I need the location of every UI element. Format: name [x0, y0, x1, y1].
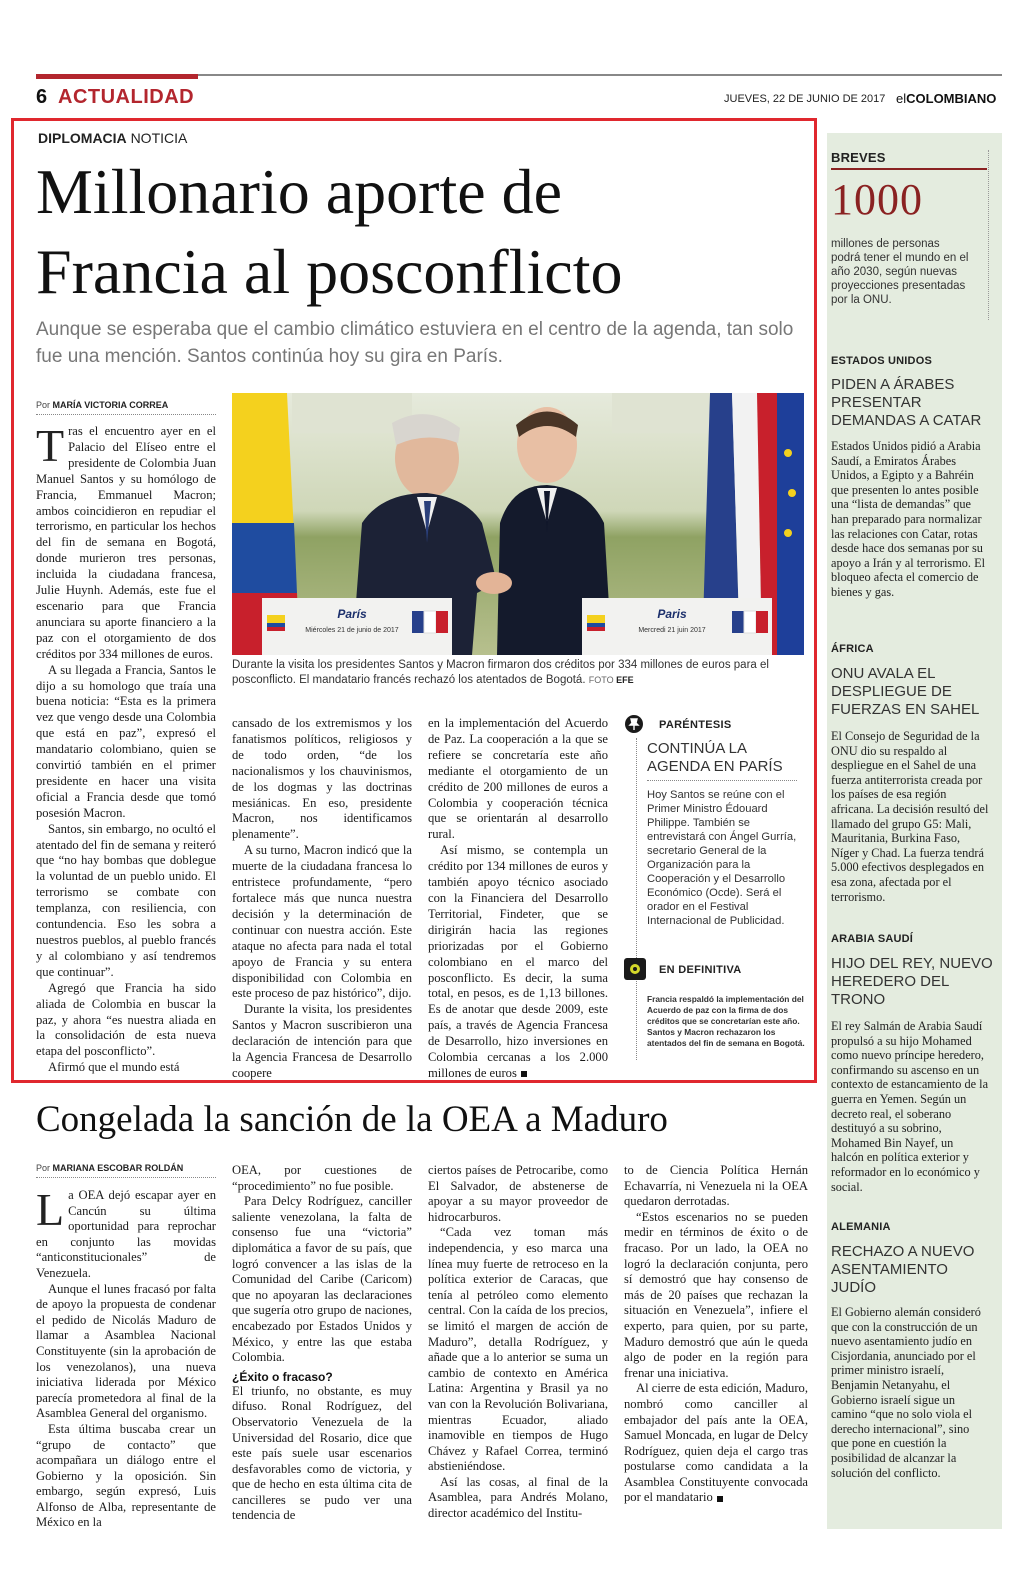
brief-body: Estados Unidos pidió a Arabia Saudí, a Emiratos Árabes Unidos, a Egipto y a Bahréin que presenten lo antes posible una “lista de demandas” que han preparado para normalizar las relaciones con Catar, rotas desde hace dos semanas por su apoyo a Irán y al terrorismo. El bloqueo afecta el comercio de bienes y gas. [831, 439, 985, 599]
section-name: ACTUALIDAD [58, 86, 195, 108]
lead-column-1: Tras el encuentro ayer en el Palacio del Elíseo entre el presidente de Colombia Juan Manuel Santos y su homólogo de Francia, Emmanuel Macron; ambos coincidieron en repudiar el terrorismo, en particular los hechos del fin de semana en Bogotá, donde murieron tres personas, incluida la ciudadana francesa, Julie Huynh. Además, este fue el escenario para que Francia anunciara su aporte financiero a la paz con el otorgamiento de dos créditos por 334 millones de euros. A su llegada a Francia, Santos le dijo a su homologo que traía una buena noticia: “Esta es la primera vez que vengo desde una Colombia que está en paz”, expresó el mandatario colombiano, quien se convirtió también en el primer presidente en hacer una visita oficial a Francia desde que tomó posesión Macron. Santos, sin embargo, no ocultó el atentado del fin de semana y reiteró que “no hay bombas que doblegue la voluntad de un pueblo unido. El terrorismo se combate con templanza, con resiliencia, con contundencia. Eso les sobra a nuestros pueblos, al pueblo francés y al colombiano y así tendremos que continuar”. Agregó que Francia ha sido aliada de Colombia en buscar la paz, y ahora “es nuestra aliada en la consolidación de esta nueva etapa del posconflicto”. Afirmó que el mundo está [36, 420, 216, 1075]
drop-cap: L [36, 1184, 65, 1235]
pin-icon [624, 714, 644, 734]
end-mark [521, 1071, 527, 1077]
sidebar-title: BREVES [831, 150, 886, 165]
brief-headline: RECHAZO A NUEVO ASENTAMIENTO JUDÍO [831, 1243, 975, 1296]
podium-right-city: Paris [657, 607, 687, 621]
parentesis-body: Hoy Santos se reúne con el Primer Ministro Édouard Philippe. También se entrevistará con Ángel Gurría, secretario General de la Organización para la Cooperación y el Desarrollo Económico (Ocde). Será el orador en el Festival Internacional de Publicidad. [647, 789, 797, 927]
podium-right-date: Mercredi 21 juin 2017 [638, 627, 706, 634]
end-mark [717, 1496, 723, 1502]
podium-right [582, 598, 772, 655]
second-subhead: ¿Éxito o fracaso? [232, 1369, 333, 1384]
brief-body: El rey Salmán de Arabia Saudí propulsó a su hijo Mohamed como nuevo príncipe heredero, confirmando su ascenso en un contexto de estancamiento de la guerra en Yemen. Según un decreto real, el soberano destituyó a su sobrino, Mohamed Bin Nayef, un halcón en política exterior y reformador en lo económico y social. [831, 1019, 989, 1194]
brief-region: ARABIA SAUDÍ [831, 933, 914, 945]
second-headline: Congelada la sanción de la OEA a Maduro [36, 1099, 668, 1140]
issue-date: JUEVES, 22 DE JUNIO DE 2017 [724, 93, 886, 105]
photo-credit: FOTO EFE [588, 675, 634, 685]
breves-big-note: millones de personas podrá tener el mundo en el año 2030, según nuevas proyecciones presentadas por la ONU. [831, 238, 969, 306]
drop-cap: T [36, 420, 65, 471]
lead-dek: Aunque se esperaba que el cambio climático estuviera en el centro de la agenda, tan solo fue una mención. Santos continúa hoy su gira en París. [36, 319, 794, 367]
photo-illustration [232, 393, 804, 655]
brief-region: ESTADOS UNIDOS [831, 355, 932, 367]
page-number: 6 [36, 86, 48, 108]
byline-rule [36, 1177, 216, 1178]
header-accent-bar [36, 74, 198, 79]
lead-headline: Millonario aporte de Francia al posconflicto [36, 156, 623, 307]
podium-left-city: París [337, 607, 367, 621]
brief-body: El Consejo de Seguridad de la ONU dio su respaldo al despliegue en el Sahel de una fuerza antiterrorista creada por los países de esa región africana. La decisión resultó del llamado del grupo G5: Mali, Mauritania, Burkina Faso, Níger y Chad. La fuerza tendrá 5.000 efectivos desplegados en esa zona, afectada por el terrorismo. [831, 729, 989, 904]
parentesis-divider [647, 780, 797, 781]
summary-icon [624, 958, 646, 980]
parentesis-label: PARÉNTESIS [659, 719, 732, 731]
brief-headline: HIJO DEL REY, NUEVO HEREDERO DEL TRONO [831, 955, 993, 1008]
masthead-brand: elCOLOMBIANO [896, 91, 997, 106]
parentesis-rule [636, 738, 637, 1060]
parentesis-headline: CONTINÚA LA AGENDA EN PARÍS [647, 740, 783, 775]
brief-headline: ONU AVALA EL DESPLIEGUE DE FUERZAS EN SAHEL [831, 665, 980, 718]
lead-photo [232, 393, 804, 655]
story-kicker: DIPLOMACIA NOTICIA [38, 130, 188, 146]
lead-column-3: en la implementación del Acuerdo de Paz. La cooperación a la que se refiere se concretaría este año mediante el otorgamiento de un crédito de 200 millones de euros a Colombia y cooperación técnica que se orientarán al desarrollo rural. Así mismo, se contempla un crédito por 134 millones de euros y también apoyo técnico asociado con la Financiera del Desarrollo Territorial, Findeter, que se dirigirán hacia las regiones priorizadas por el Gobierno colombiano en el marco del posconflicto. Es decir, la suma total, en pesos, es de 1,13 billones. Es de anotar que desde 2009, este país, a través de Agencia Francesa de Desarrollo, hizo inversiones en Colombia cercanas a los 2.000 millones de euros [428, 716, 608, 1080]
second-column-3: ciertos países de Petrocaribe, como El Salvador, de abstenerse de apoyar a su mayor proveedor de hidrocarburos. “Cada vez toman más independencia, y eso marca una línea muy fuerte de retroceso en la política exterior de Caracas, que tenía al petróleo como elemento central. Con la caída de los precios, se limitó el margen de acción de Maduro”, detalla Rodríguez, y añade que a lo anterior se suma un cambio de contexto en América Latina: Argentina y Brasil ya no van con la Revolución Bolivariana, mientras Ecuador, aliado inamovible en tiempos de Hugo Chávez y Rafael Correa, terminó abstieniéndose. Así las cosas, al final de la Asamblea, para Andrés Molano, director académico del Institu- [428, 1163, 608, 1521]
podium-left [262, 598, 452, 655]
byline-rule [36, 414, 216, 415]
brief-region: ALEMANIA [831, 1221, 891, 1233]
breves-big-number: 1000 [831, 175, 923, 224]
second-column-1: La OEA dejó escapar ayer en Cancún su última oportunidad para reprochar en conjunto las movidas “anticonstitucionales” de Venezuela. Aunque el lunes fracasó por falta de apoyo la propuesta de condenar el pedido de Nicolás Maduro de llamar a Asamblea Nacional Constituyente (sin la aprobación de los venezolanos), una nueva iniciativa liderada por México parecía prometedora al final de la Asamblea General del organismo. Esta última buscaba crear un “grupo de contacto” que acompañara un diálogo entre el Gobierno y la oposición. Sin embargo, según expresó, Luis Alfonso de Alba, representante de México en la [36, 1184, 216, 1530]
definitiva-body: Francia respaldó la implementación del Acuerdo de paz con la firma de dos créditos que se concretarían este año. Santos y Macron rechazaron los atentados del fin de semana en Bogotá. [647, 994, 805, 1048]
second-byline: Por MARIANA ESCOBAR ROLDÁN [36, 1163, 184, 1173]
lead-column-2: cansado de los extremismos y los fanatismos políticos, religiosos y de todo orden, “de los nacionalismos y los chauvinismos, de los dogmas y las doctrinas mesiánicas. En eso, presidente Macron, nos identificamos plenamente”. A su turno, Macron indicó que la muerte de la ciudadana francesa lo entristece profundamente, “pero fortalece más que nunca nuestra decisión y la determinación de continuar con nuestra acción. Este ataque no afecta para nada el total apoyo de Francia y su entera disponibilidad con Colombia en este proceso de paz histórico”, dijo. Durante la visita, los presidentes Santos y Macron suscribieron una declaración de intención para que la Agencia Francesa de Desarrollo coopere [232, 716, 412, 1080]
handshake [476, 572, 512, 594]
podium-left-date: Miércoles 21 de junio de 2017 [305, 627, 399, 634]
lead-byline: Por MARÍA VICTORIA CORREA [36, 400, 169, 410]
photo-caption: Durante la visita los presidentes Santos y Macron firmaron dos créditos por 334 millones de euros para el posconflicto. El mandatario francés rechazó los atentados de Bogotá. FOTO EFE [232, 659, 769, 686]
brief-region: ÁFRICA [831, 643, 874, 655]
second-column-4: to de Ciencia Política Hernán Echavarría, ni Venezuela ni la OEA quedaron derrotadas. “Estos escenarios no se pueden medir en términos de éxito o de fracaso. Por un lado, la OEA no logró la declaración conjunta, pero sí demostró que hay consenso de más de 20 países que rechazan la situación en Venezuela”, infiere el experto, para quien, por su parte, Maduro demostró que aún le queda algo de poder en la región para frenar una iniciativa. Al cierre de esta edición, Maduro, nombró como canciller al embajador del país ante la OEA, Samuel Moncada, en lugar de Delcy Rodríguez, quien deja el cargo tras postularse como candidata a la Asamblea Constituyente convocada por el mandatario [624, 1163, 808, 1505]
sidebar-rule [988, 150, 989, 320]
brief-body: El Gobierno alemán consideró que con la construcción de un nuevo asentamiento judío en Cisjordania, anunciado por el primer ministro israelí, Benjamin Netanyahu, el Gobierno israelí sigue un camino “que no solo viola el derecho internacional”, sino que pone en cuestión la posibilidad de alcanzar la solución del conflicto. [831, 1305, 981, 1480]
second-column-2: OEA, por cuestiones de “procedimiento” no fue posible. Para Delcy Rodríguez, canciller saliente venezolana, la falta de consenso fue una “victoria” diplomática a favor de su país, que logró convencer a las islas de la Comunidad del Caribe (Caricom) que no apoyaran las declaraciones que sugería otro grupo de naciones, encabezado por Estados Unidos y México, y entre las que estaba Colombia. ¿Éxito o fracaso? El triunfo, no obstante, es muy difuso. Ronal Rodríguez, del Observatorio Venezuela de la Universidad del Rosario, dice que este país suele usar escenarios desfavorables como de victoria, y que de hecho en esta última cita de cancilleres se pudo ver una tendencia de [232, 1163, 412, 1523]
definitiva-label: EN DEFINITIVA [659, 964, 742, 976]
eu-flag [777, 393, 804, 655]
sidebar-title-rule [831, 168, 987, 170]
brief-headline: PIDEN A ÁRABES PRESENTAR DEMANDAS A CATAR [831, 376, 982, 429]
